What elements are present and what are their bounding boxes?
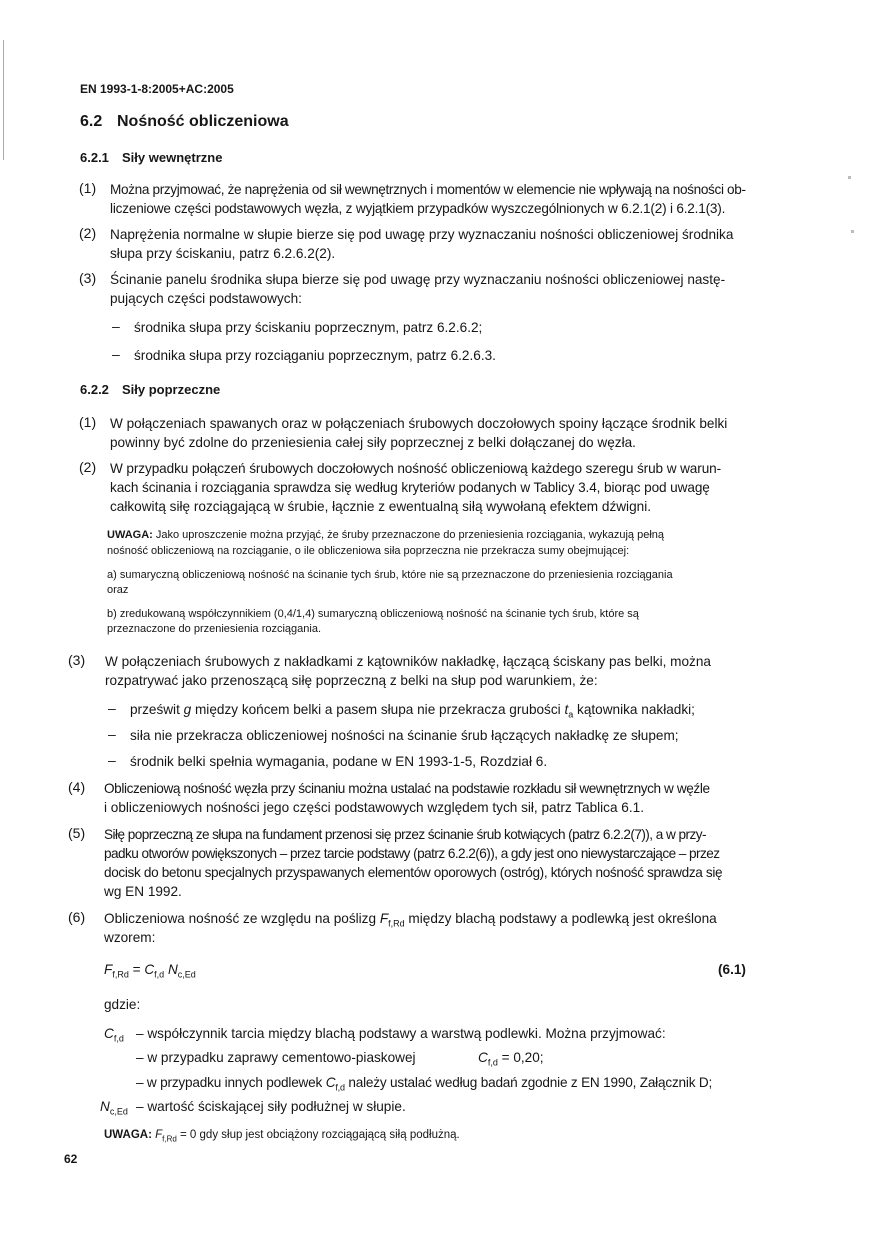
note-item: b) zredukowaną współczynnikiem (0,4/1,4) sumaryczną obliczeniową nośność na ścinanie tych śrub, które są — [107, 608, 639, 620]
def-text: – współczynnik tarcia między blachą podstawy a warstwą podlewki. Można przyjmować: — [136, 1026, 666, 1041]
paragraph-number: (6) — [68, 909, 86, 925]
where-label: gdzie: — [104, 997, 141, 1012]
section-number: 6.2 — [80, 113, 103, 130]
def-symbol: $C_{f,d}$ — [104, 1026, 124, 1044]
note-item: a) sumaryczną obliczeniową nośność na ścinanie tych śrub, które nie są przeznaczone do przeniesienia rozciągania — [107, 569, 673, 581]
paragraph-number: (4) — [68, 779, 86, 795]
note-text: nośność obliczeniową na rozciąganie, o ile obliczeniowa siła poprzeczna nie przekracza sumy obejmującej: — [107, 545, 630, 557]
standard-header: EN 1993-1-8:2005+AC:2005 — [80, 82, 234, 96]
paragraph-number: (3) — [68, 652, 86, 668]
paragraph-text: całkowitą siłę rozciągającą w śrubie, łącznie z ewentualną siłą wywołaną efektem dźwigni. — [110, 499, 651, 514]
def-text: – wartość ściskającej siły podłużnej w słupie. — [136, 1099, 406, 1114]
subsection-number: 6.2.2 — [80, 382, 109, 397]
def-option: – w przypadku zaprawy cementowo-piaskowej — [136, 1050, 416, 1065]
paragraph-text: Siłę poprzeczną ze słupa na fundament przenosi się przez ścinanie śrub kotwiących (patrz 6.2.2(7)), a w przy- — [104, 827, 706, 842]
paragraph-number: (1) — [79, 180, 97, 196]
paragraph-text: słupa przy ściskaniu, patrz 6.2.6.2(2). — [110, 246, 336, 261]
def-option: – w przypadku innych podlewek $C_{f,d}$ należy ustalać według badań zgodnie z EN 1990, Załącznik D; — [136, 1075, 713, 1093]
scan-speck — [848, 176, 851, 179]
subsection-title: Siły wewnętrzne — [122, 150, 223, 165]
paragraph-text: Ścinanie panelu środnika słupa bierze się pod uwagę przy wyznaczaniu nośności obliczeniowej nastę- — [110, 272, 726, 287]
paragraph-text: padku otworów powiększonych – przez tarcie podstawy (patrz 6.2.2(6)), a gdy jest ono niewystarczające – przez — [104, 846, 720, 861]
paragraph-text: kach ścinania i rozciągania sprawdza się według kryteriów podanych w Tablicy 3.4, biorąc pod uwagę — [110, 480, 710, 495]
note-label: UWAGA: — [107, 529, 153, 541]
paragraph-text: Można przyjmować, że naprężenia od sił wewnętrznych i momentów w elemencie nie wpływają na nośności ob- — [110, 182, 746, 197]
paragraph-number: (5) — [68, 825, 86, 841]
bullet-dash: – — [112, 318, 120, 334]
bullet-dash: – — [108, 700, 116, 716]
paragraph-text: powinny być zdolne do przeniesienia całej siły poprzecznej z belki dołączanej do węzła. — [110, 435, 636, 450]
section-title: Nośność obliczeniowa — [117, 113, 289, 130]
paragraph-text: W połączeniach spawanych oraz w połączeniach śrubowych doczołowych spoiny łączące środnik belki — [110, 416, 728, 431]
subsection-title: Siły poprzeczne — [122, 382, 221, 397]
note-line — [107, 528, 664, 543]
note-text: Jako uproszczenie można przyjąć, że śruby przeznaczone do przeniesienia rozciągania, wykazują pełną — [155, 529, 664, 541]
paragraph-text: liczeniowe części podstawowych węzła, z wyjątkiem przypadków wyszczególnionych w 6.2.1(2) i 6.2.1(3). — [110, 201, 726, 216]
paragraph-text: rozpatrywać jako przenoszącą siłę poprzeczną z belki na słup pod warunkiem, że: — [105, 673, 598, 688]
bullet-text: środnika słupa przy rozciąganiu poprzecznym, patrz 6.2.6.3. — [134, 348, 496, 363]
paragraph-text: i obliczeniowych nośności jego części podstawowych względem tych sił, patrz Tablica 6.1. — [104, 800, 644, 815]
note-item: przeznaczone do przeniesienia rozciągania. — [107, 623, 322, 635]
bullet-text: siła nie przekracza obliczeniowej nośności na ścinanie śrub łączących nakładkę ze słupem; — [130, 728, 679, 743]
bullet-dash: – — [108, 726, 116, 742]
paragraph-text: wzorem: — [104, 930, 156, 945]
paragraph-number: (2) — [79, 459, 97, 475]
paragraph-number: (2) — [79, 225, 97, 241]
paragraph-text: wg EN 1992. — [104, 884, 182, 899]
paragraph-text: W przypadku połączeń śrubowych doczołowych nośność obliczeniową każdego szeregu śrub w warun- — [110, 461, 722, 476]
scan-edge-line — [3, 40, 4, 160]
paragraph-text: W połączeniach śrubowych z nakładkami z kątowników nakładkę, łączącą ściskany pas belki, można — [105, 654, 711, 669]
final-note: UWAGA: $F_{f,Rd} = 0$ gdy słup jest obciążony rozciągającą siłą podłużną. — [104, 1129, 460, 1144]
subsection-number: 6.2.1 — [80, 150, 109, 165]
paragraph-text: docisk do betonu specjalnych przyspawanych elementów oporowych (ostróg), których nośność sprawdza się — [104, 865, 723, 880]
paragraph-text: Obliczeniowa nośność ze względu na poślizg $F_{f,Rd}$ między blachą podstawy a podlewką jest określona — [104, 911, 717, 929]
bullet-text: środnik belki spełnia wymagania, podane w EN 1993-1-5, Rozdział 6. — [130, 754, 548, 769]
bullet-text: prześwit g między końcem belki a pasem słupa nie przekracza grubości $t_a$ kątownika nakładki; — [130, 702, 695, 720]
paragraph-text: pujących części podstawowych: — [110, 291, 302, 306]
bullet-dash: – — [112, 346, 120, 362]
def-option-value: $C_{f,d} = 0,20$; — [478, 1050, 544, 1068]
paragraph-number: (1) — [79, 414, 97, 430]
bullet-dash: – — [108, 752, 116, 768]
equation-number: (6.1) — [718, 962, 746, 977]
paragraph-text: Naprężenia normalne w słupie bierze się pod uwagę przy wyznaczaniu nośności obliczeniowej środnika — [110, 227, 734, 242]
paragraph-number: (3) — [79, 270, 97, 286]
scan-speck — [851, 230, 854, 233]
paragraph-text: Obliczeniową nośność węzła przy ścinaniu można ustalać na podstawie rozkładu sił wewnętrznych w węźle — [104, 781, 710, 796]
def-symbol: $N_{c,Ed}$ — [100, 1099, 128, 1117]
equation: $F_{f,Rd} = C_{f,d}$ $N_{c,Ed}$ — [104, 962, 196, 980]
page-number: 62 — [64, 1152, 78, 1166]
bullet-text: środnika słupa przy ściskaniu poprzecznym, patrz 6.2.6.2; — [134, 320, 483, 335]
note-item: oraz — [107, 584, 129, 596]
